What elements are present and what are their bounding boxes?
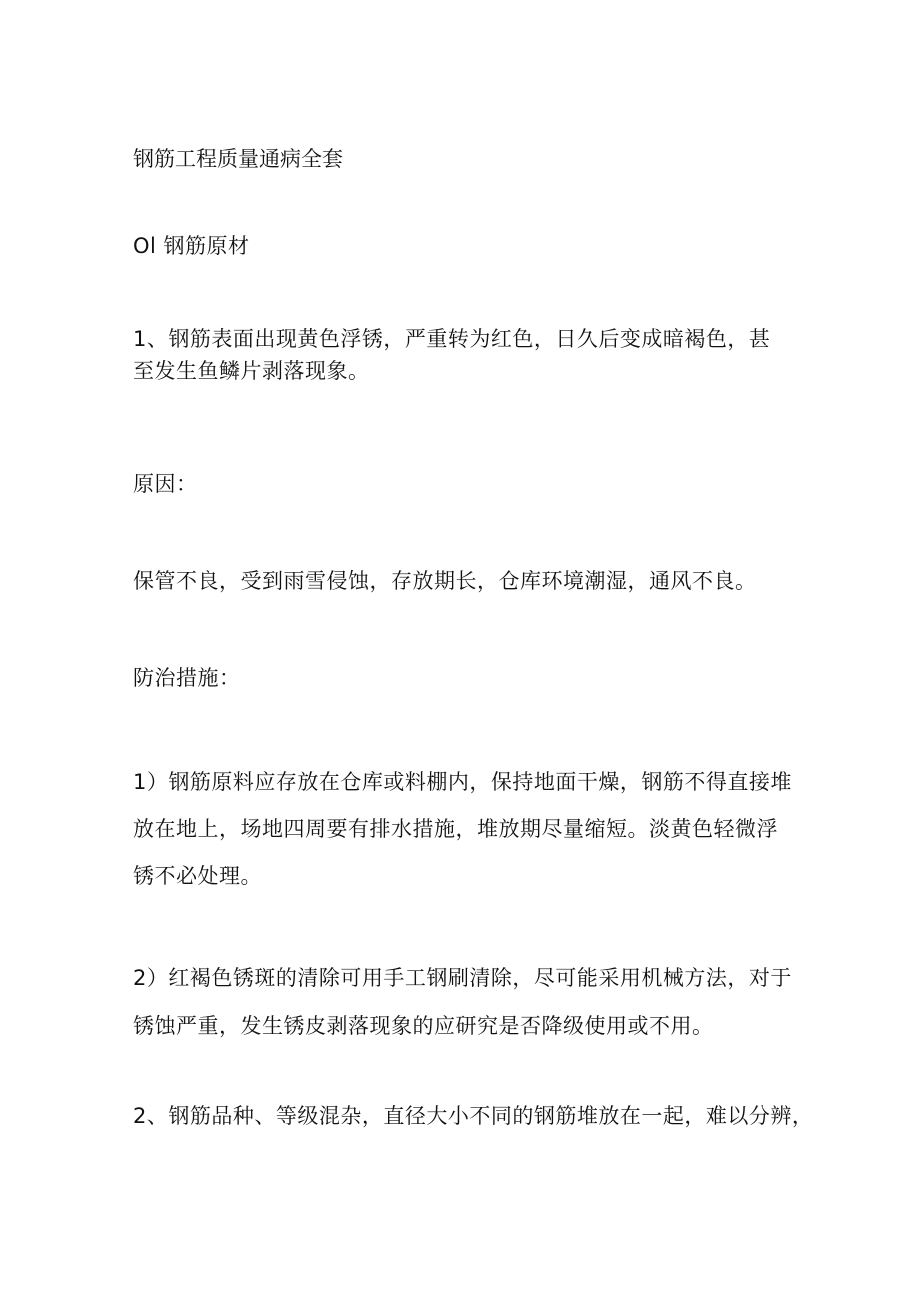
measure-2-line-1: 2）红褐色锈斑的清除可用手工钢刷清除，尽可能采用机械方法，对于 [133,966,792,990]
section-heading: Ol 钢筋原材 [133,234,250,258]
measure-1-paragraph [133,759,792,900]
item-1-line-2: 至发生鱼鳞片剥落现象。 [133,359,370,383]
measures-label: 防治措施： [133,666,241,690]
item-1-paragraph [133,323,783,387]
measure-2-paragraph [133,954,792,1050]
document-title: 钢筋工程质量通病全套 [133,147,343,171]
item-1-line-1: 1、钢筋表面出现黄色浮锈，严重转为红色，日久后变成暗褐色，甚 [133,327,771,351]
measure-1-line-2: 放在地上，场地四周要有排水措施，堆放期尽量缩短。淡黄色轻微浮 [133,817,778,841]
cause-label: 原因： [133,472,198,496]
measure-1-line-3: 锈不必处理。 [133,864,262,888]
cause-text: 保管不良，受到雨雪侵蚀，存放期长，仓库环境潮湿，通风不良。 [133,569,757,593]
item-2-line-1: 2、钢筋品种、等级混杂，直径大小不同的钢筋堆放在一起，难以分辨， [133,1104,814,1128]
measure-1-line-1: 1）钢筋原料应存放在仓库或料棚内，保持地面干燥，钢筋不得直接堆 [133,770,792,794]
item-2-paragraph [133,1100,814,1132]
measure-2-line-2: 锈蚀严重，发生锈皮剥落现象的应研究是否降级使用或不用。 [133,1014,714,1038]
